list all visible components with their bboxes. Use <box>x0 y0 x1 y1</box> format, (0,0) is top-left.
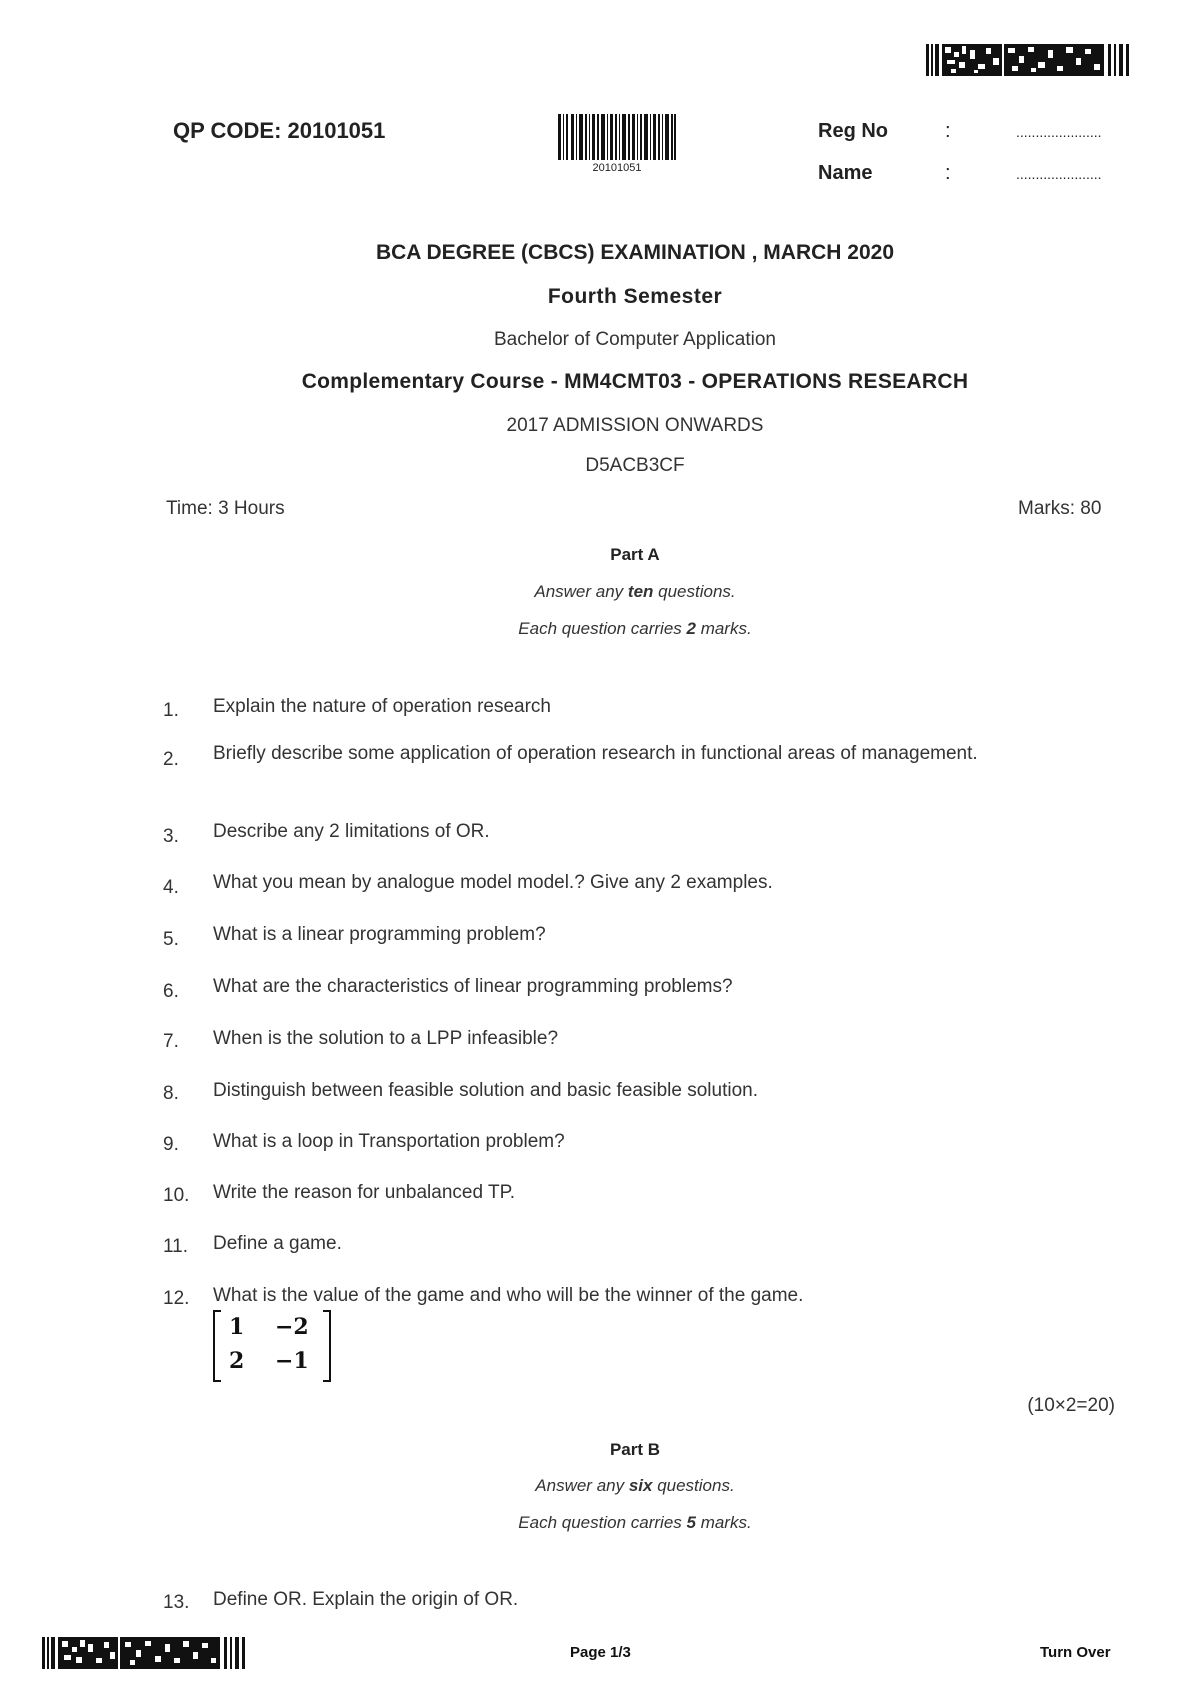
part-a-total: (10×2=20) <box>1027 1395 1115 1416</box>
part-b-instruction-2: Each question carries 5 marks. <box>518 1513 752 1532</box>
question-text: What is the value of the game and who will be the winner of the game. <box>213 1285 804 1306</box>
question-text: Define OR. Explain the origin of OR. <box>213 1589 519 1610</box>
question-text: Describe any 2 limitations of OR. <box>213 821 490 842</box>
semester: Fourth Semester <box>547 285 723 308</box>
question-text: Define a game. <box>213 1233 342 1254</box>
question-text: What are the characteristics of linear programming problems? <box>213 976 733 997</box>
question-number: 10. <box>163 1185 190 1206</box>
question-number: 8. <box>163 1083 179 1104</box>
reg-no-field[interactable]: ...................... <box>1016 124 1102 140</box>
exam-title: BCA DEGREE (CBCS) EXAMINATION , MARCH 2020 <box>375 241 895 264</box>
matrix-cell: −1 <box>275 1348 309 1374</box>
question-number: 12. <box>163 1288 190 1309</box>
top-right-barcode <box>926 44 1131 76</box>
question-number: 1. <box>163 700 179 721</box>
question-number: 4. <box>163 877 179 898</box>
matrix-right-bracket <box>323 1310 331 1382</box>
part-a-title: Part A <box>610 545 660 564</box>
reg-no-label: Reg No <box>818 120 888 142</box>
reg-no-colon: : <box>945 120 951 142</box>
question-text: When is the solution to a LPP infeasible? <box>213 1028 559 1049</box>
question-text: Write the reason for unbalanced TP. <box>213 1182 516 1203</box>
question-text: What is a loop in Transportation problem? <box>213 1131 565 1152</box>
marks-label: Marks: 80 <box>1018 498 1102 519</box>
part-b-instruction-1: Answer any six questions. <box>535 1476 735 1495</box>
matrix-left-bracket <box>213 1310 221 1382</box>
question-text: What you mean by analogue model model.? Give any 2 examples. <box>213 872 773 893</box>
name-colon: : <box>945 162 951 184</box>
paper-id: D5ACB3CF <box>585 455 685 476</box>
matrix-cell: −2 <box>275 1314 309 1340</box>
turn-over: Turn Over <box>1040 1644 1111 1661</box>
matrix-cell: 1 <box>229 1314 245 1340</box>
matrix-cell: 2 <box>229 1348 245 1374</box>
barcode-number: 20101051 <box>592 162 642 174</box>
question-number: 2. <box>163 749 179 770</box>
question-text: Explain the nature of operation research <box>213 696 551 717</box>
time-label: Time: 3 Hours <box>166 498 285 519</box>
question-number: 11. <box>163 1236 189 1257</box>
footer-barcode <box>42 1637 246 1669</box>
page-number: Page 1/3 <box>570 1644 631 1661</box>
part-a-instruction-1: Answer any ten questions. <box>534 582 736 601</box>
programme: Bachelor of Computer Application <box>494 329 776 350</box>
game-payoff-matrix <box>213 1310 331 1382</box>
question-number: 5. <box>163 929 179 950</box>
question-number: 7. <box>163 1031 179 1052</box>
question-number: 3. <box>163 826 179 847</box>
name-field[interactable]: ...................... <box>1016 166 1102 182</box>
admission: 2017 ADMISSION ONWARDS <box>506 415 764 436</box>
question-number: 6. <box>163 981 179 1002</box>
part-a-instruction-2: Each question carries 2 marks. <box>518 619 752 638</box>
qp-code: QP CODE: 20101051 <box>173 118 386 143</box>
part-b-title: Part B <box>609 1440 661 1459</box>
name-label: Name <box>818 162 873 184</box>
qp-barcode <box>558 114 676 160</box>
question-text: Briefly describe some application of operation research in functional areas of management. <box>213 743 978 764</box>
question-text: Distinguish between feasible solution and basic feasible solution. <box>213 1080 759 1101</box>
question-number: 13. <box>163 1592 190 1613</box>
question-number: 9. <box>163 1134 179 1155</box>
question-text: What is a linear programming problem? <box>213 924 546 945</box>
course-title: Complementary Course - MM4CMT03 - OPERATIONS RESEARCH <box>301 370 969 393</box>
